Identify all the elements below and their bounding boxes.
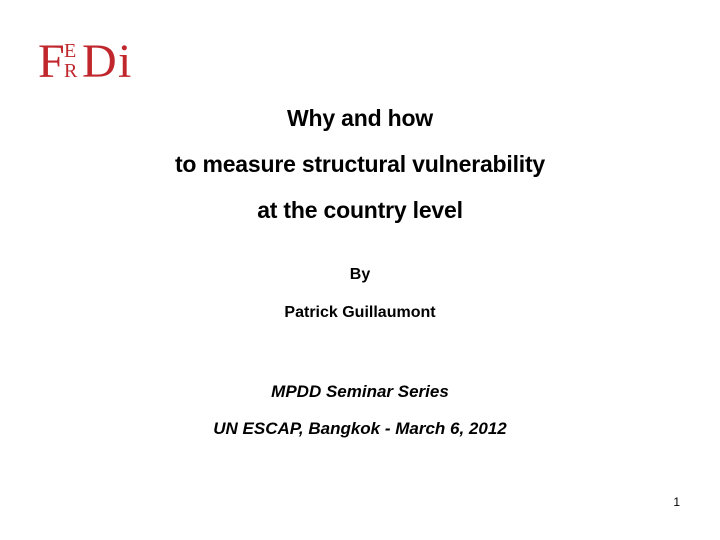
svg-text:F: F: [38, 35, 65, 85]
title-line-2: to measure structural vulnerability: [174, 151, 546, 177]
event-series: MPDD Seminar Series: [271, 382, 449, 401]
svg-text:i: i: [118, 35, 132, 85]
title-line-1: Why and how: [286, 105, 433, 131]
author-name: Patrick Guillaumont: [284, 304, 436, 321]
event-location-date: UN ESCAP, Bangkok - March 6, 2012: [213, 419, 507, 438]
event-info: [0, 373, 720, 447]
page-number: 1: [673, 495, 680, 509]
ferdi-logo: [38, 33, 158, 85]
svg-text:R: R: [64, 60, 78, 82]
svg-text:D: D: [82, 35, 117, 85]
title-line-3: at the country level: [257, 197, 463, 223]
svg-text:E: E: [64, 40, 77, 62]
by-label: By: [349, 266, 371, 283]
slide-title: [0, 95, 720, 233]
